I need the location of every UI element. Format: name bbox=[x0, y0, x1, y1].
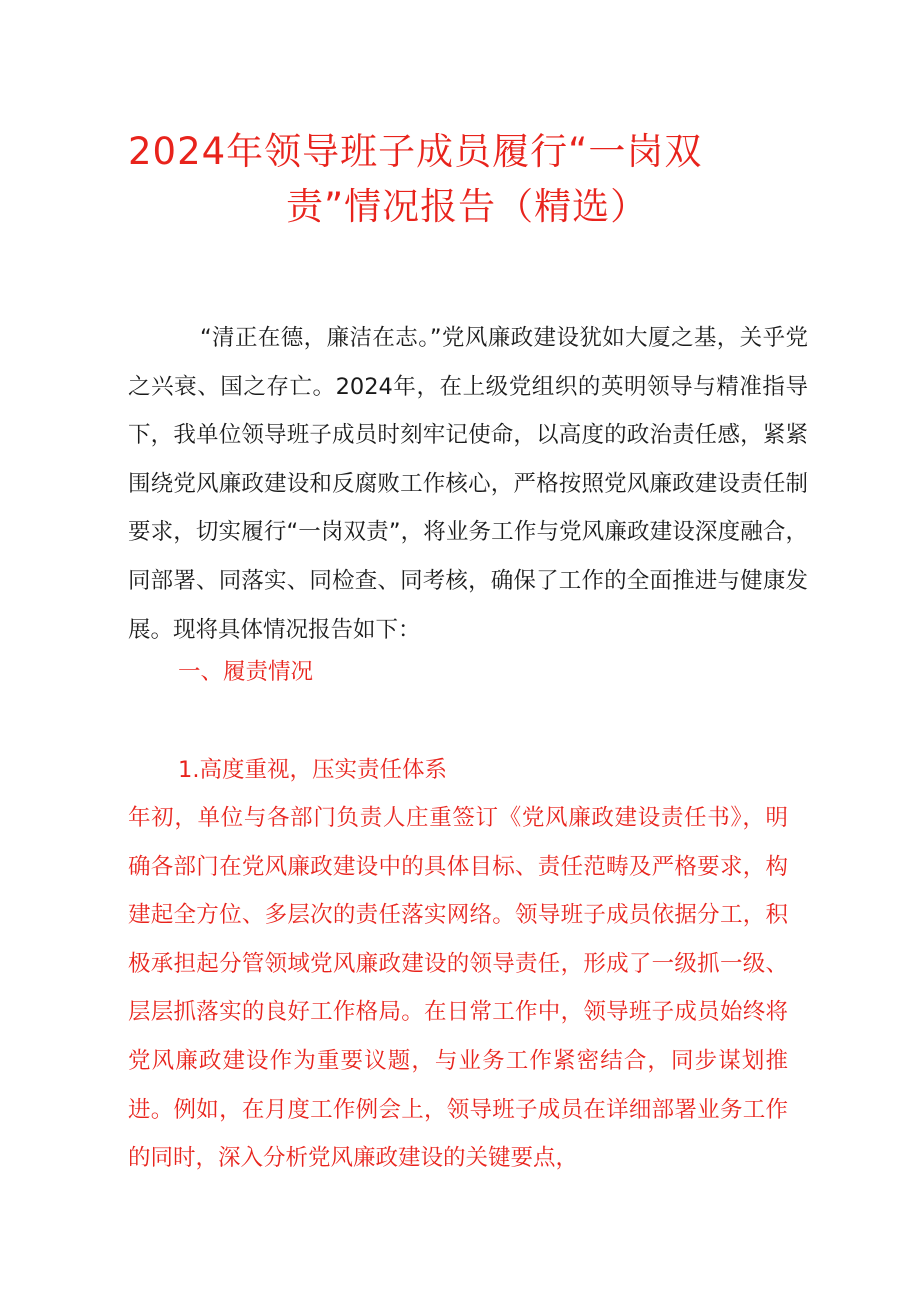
section-body-paragraph: 年初，单位与各部门负责人庄重签订《党风廉政建设责任书》，明确各部门在党风廉政建设中的具体目标、责任范畴及严格要求，构建起全方位、多层次的责任落实网络。领导班子成员依据分工，积极承担起分管领域党风廉政建设的领导责任，形成了一级抓一级、层层抓落实的良好工作格局。在日常工作中，领导班子成员始终将党风廉政建设作为重要议题，与业务工作紧密结合，同步谋划推进。例如，在月度工作例会上，领导班子成员在详细部署业务工作的同时，深入分析党风廉政建设的关键要点， bbox=[128, 805, 788, 1172]
section-heading-1: 一、履责情况 bbox=[178, 659, 314, 685]
sub-heading-1-1: 1.高度重视，压实责任体系 bbox=[178, 757, 447, 783]
title-line-1: 2024年领导班子成员履行“一岗双 bbox=[128, 130, 703, 173]
page-title bbox=[128, 124, 768, 234]
intro-paragraph: “清正在德，廉洁在志。”党风廉政建设犹如大厦之基，关乎党之兴衰、国之存亡。2024年，在上级党组织的英明领导与精准指导下，我单位领导班子成员时刻牢记使命，以高度的政治责任感，紧紧围绕党风廉政建设和反腐败工作核心，严格按照党风廉政建设责任制要求，切实履行“一岗双责”，将业务工作与党风廉政建设深度融合，同部署、同落实、同检查、同考核，确保了工作的全面推进与健康发展。现将具体情况报告如下： bbox=[128, 325, 808, 643]
title-line-2: 责”情况报告（精选） bbox=[286, 185, 649, 228]
